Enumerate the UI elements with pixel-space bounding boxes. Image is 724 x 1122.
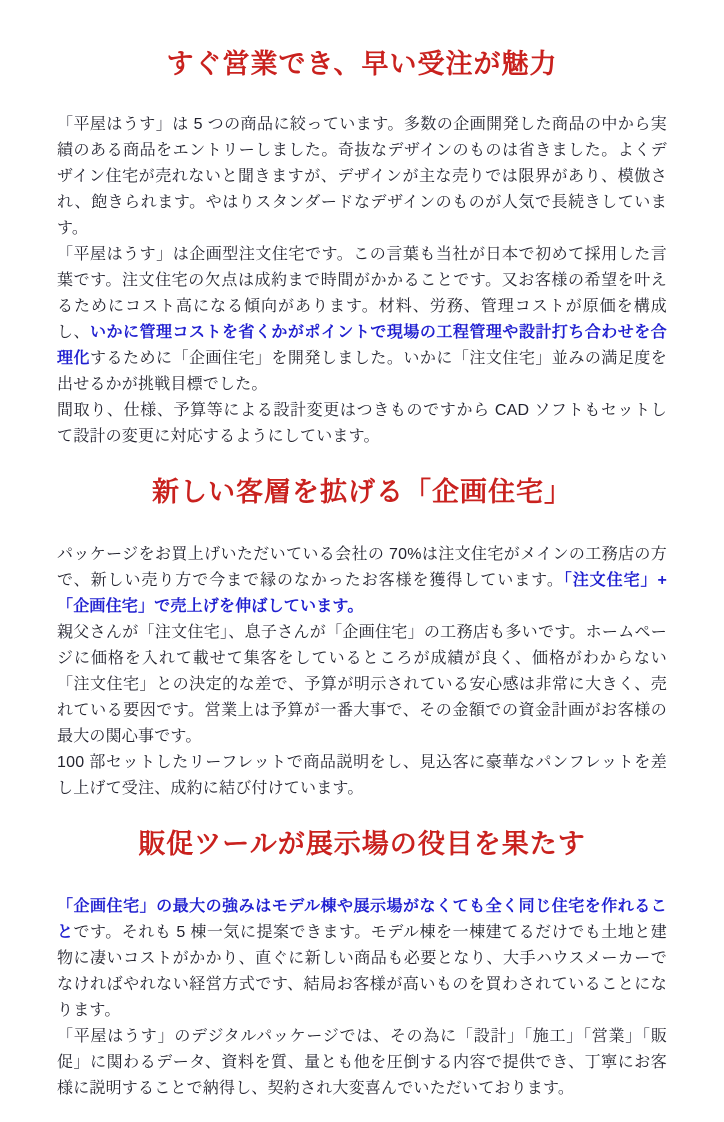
text-segment: 100 部セットしたリーフレットで商品説明をし、見込客に豪華なパンフレットを差し上げて受注、成約に結び付けています。: [57, 754, 667, 797]
emphasis-segment: 「注文住宅」+「企画住宅」で売上げを伸ばしています。: [57, 572, 667, 615]
paragraph: [57, 112, 667, 242]
section-new-customers: [57, 474, 667, 802]
paragraph: [57, 750, 667, 802]
text-segment: 「平屋はうす」は企画型注文住宅です。この言葉も当社が日本で初めて採用した言葉です。注文住宅の欠点は成約まで時間がかかることです。又お客様の希望を叶えるためにコスト高になる傾向があります。材料、労務、管理コストが原価を構成し、: [57, 246, 667, 341]
paragraph: [57, 242, 667, 398]
section-body: [57, 894, 667, 1102]
section-promo-tools: [57, 826, 667, 1102]
section-body: [57, 542, 667, 802]
emphasis-segment: 「企画住宅」の最大の強みはモデル棟や展示場がなくても全く同じ住宅を作れること: [57, 898, 667, 941]
section-heading: すぐ営業でき、早い受注が魅力: [166, 49, 558, 79]
paragraph: [57, 398, 667, 450]
section-heading: 販促ツールが展示場の役目を果たす: [138, 829, 586, 859]
section-body: [57, 112, 667, 450]
section-quick-sales: [57, 46, 667, 450]
paragraph: [57, 894, 667, 1024]
emphasis-segment: いかに管理コストを省くかがポイントで現場の工程管理や設計打ち合わせを合理化: [57, 324, 667, 367]
text-segment: 「平屋はうす」は 5 つの商品に絞っています。多数の企画開発した商品の中から実績のある商品をエントリーしました。奇抜なデザインのものは省きました。よくデザイン住宅が売れないと聞きますが、デザインが主な売りでは限界があり、模倣され、飽きられます。やはりスタンダードなデザインのものが人気で長続きしています。: [57, 116, 667, 237]
paragraph: [57, 542, 667, 620]
text-segment: 間取り、仕様、予算等による設計変更はつきものですから CAD ソフトもセットして設計の変更に対応するようにしています。: [57, 402, 667, 445]
text-segment: するために「企画住宅」を開発しました。いかに「注文住宅」並みの満足度を出せるかが挑戦目標でした。: [57, 350, 667, 393]
section-heading: 新しい客層を拡げる「企画住宅」: [152, 477, 572, 507]
text-segment: パッケージをお買上げいただいている会社の 70%は注文住宅がメインの工務店の方で、新しい売り方で今まで縁のなかったお客様を獲得しています。: [57, 546, 667, 589]
paragraph: [57, 620, 667, 750]
text-segment: です。それも 5 棟一気に提案できます。モデル棟を一棟建てるだけでも土地と建物に凄いコストがかかり、直ぐに新しい商品も必要となり、大手ハウスメーカーでなければやれない経営方式です、結局お客様が高いものを買わされていることになります。: [57, 924, 668, 1019]
paragraph: [57, 1024, 667, 1102]
text-segment: 親父さんが「注文住宅」、息子さんが「企画住宅」の工務店も多いです。ホームページに価格を入れて載せて集客をしているところが成績が良く、価格がわからない「注文住宅」との決定的な差で、予算が明示されている安心感は非常に大きく、売れている要因です。営業上は予算が一番大事で、その金額での資金計画がお客様の最大の関心事です。: [57, 624, 667, 745]
text-segment: 「平屋はうす」のデジタルパッケージでは、その為に「設計」「施工」「営業」「販促」に関わるデータ、資料を質、量とも他を圧倒する内容で提供でき、丁寧にお客様に説明することで納得し、契約され大変喜んでいただいております。: [57, 1028, 667, 1097]
